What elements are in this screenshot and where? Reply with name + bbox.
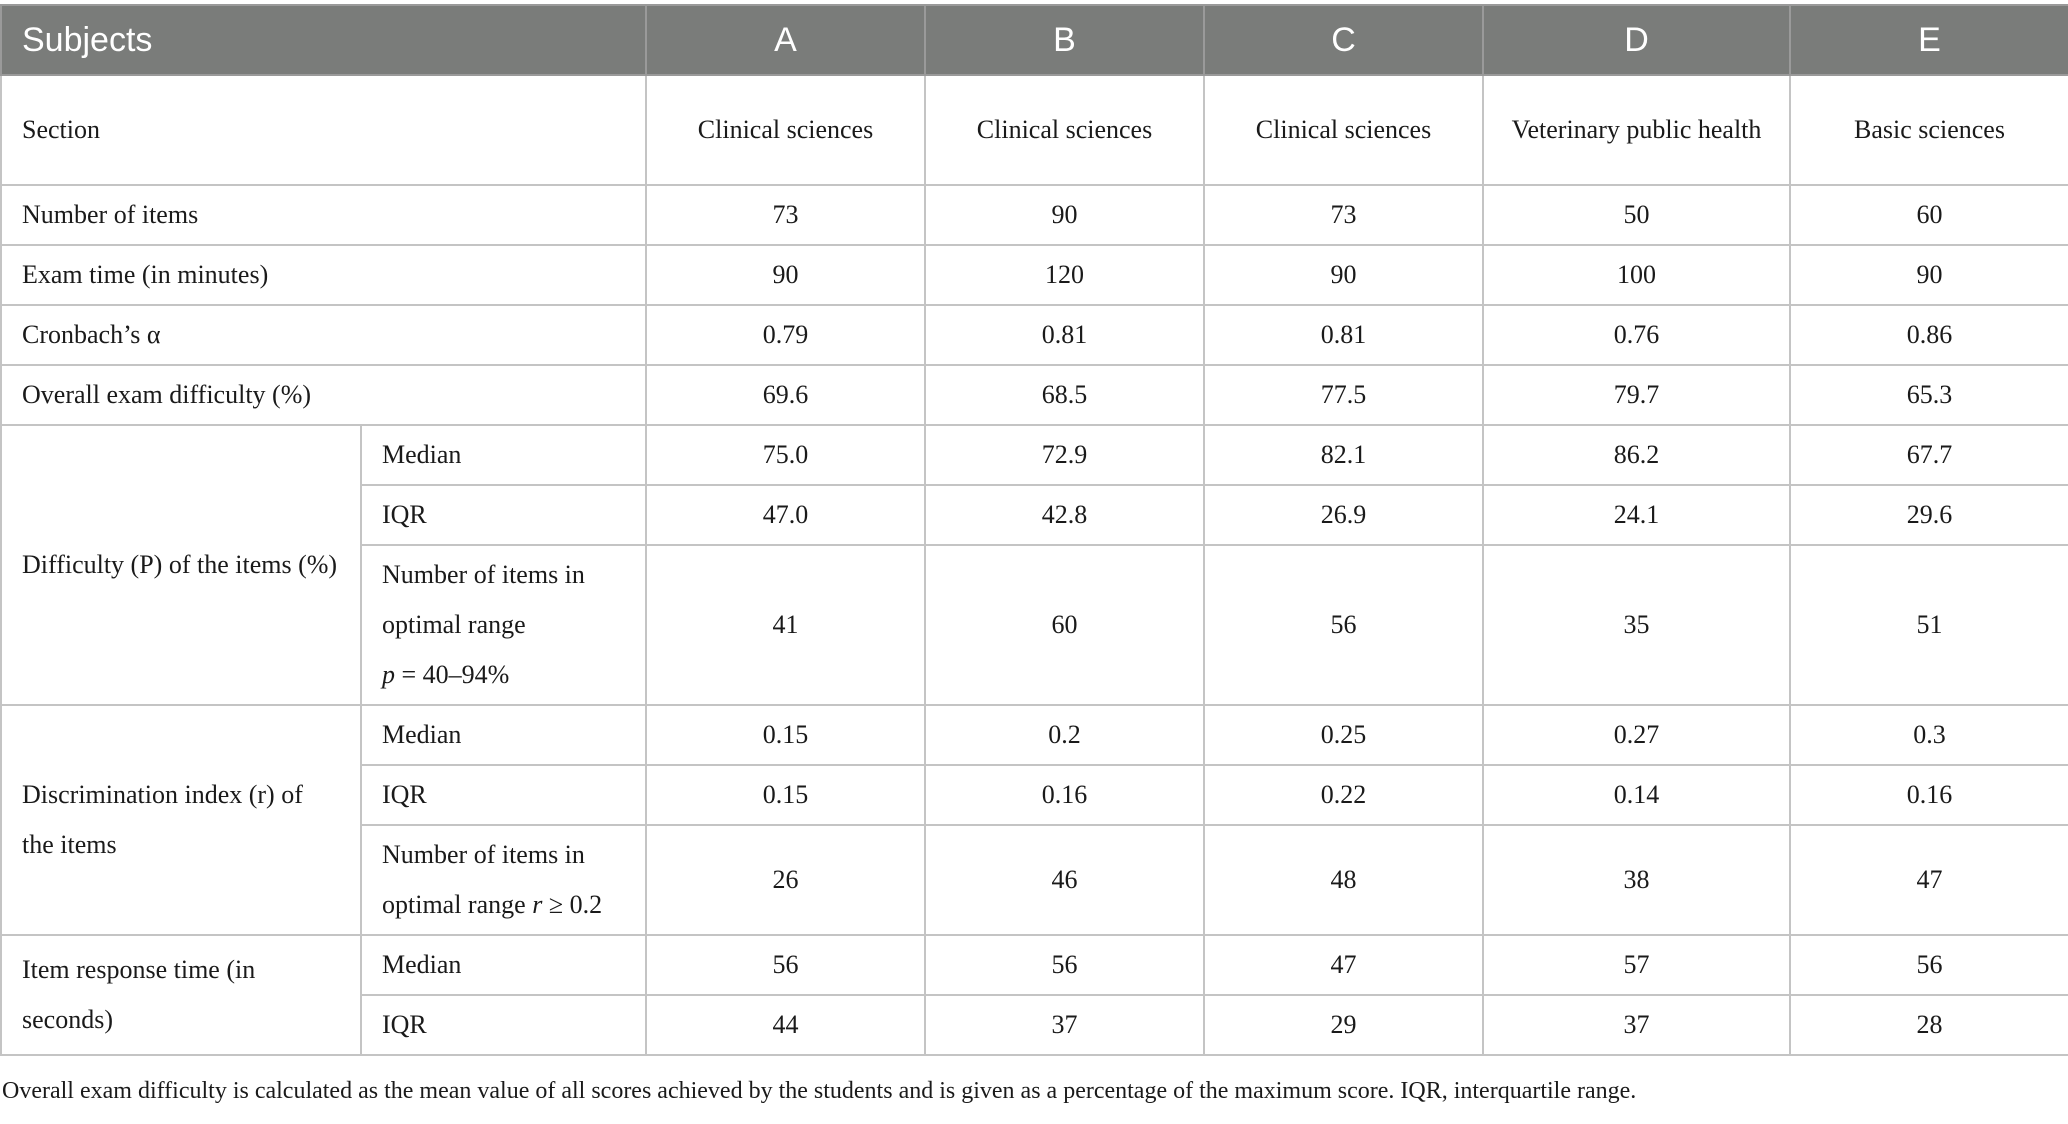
column-header-a: A — [646, 5, 925, 75]
row-label-overall-difficulty: Overall exam difficulty (%) — [1, 365, 646, 425]
table-cell: 65.3 — [1790, 365, 2068, 425]
table-cell: 50 — [1483, 185, 1790, 245]
optimal-range-var: r — [532, 890, 543, 919]
table-cell: 38 — [1483, 825, 1790, 935]
table-cell: 44 — [646, 995, 925, 1055]
table-cell: 90 — [646, 245, 925, 305]
sub-label-median: Median — [361, 935, 646, 995]
table-cell: Clinical sciences — [646, 75, 925, 185]
sub-label-iqr: IQR — [361, 485, 646, 545]
table-cell: 24.1 — [1483, 485, 1790, 545]
table-cell: 0.81 — [925, 305, 1204, 365]
table-cell: 0.16 — [1790, 765, 2068, 825]
table-cell: 51 — [1790, 545, 2068, 705]
row-label-section: Section — [1, 75, 646, 185]
optimal-range-var: p — [382, 660, 395, 689]
table-cell: 90 — [925, 185, 1204, 245]
table-cell: 41 — [646, 545, 925, 705]
table-cell: Clinical sciences — [1204, 75, 1483, 185]
table-cell: 0.22 — [1204, 765, 1483, 825]
group-label-response-time: Item response time (in seconds) — [1, 935, 361, 1055]
table-cell: 0.2 — [925, 705, 1204, 765]
table-cell: Clinical sciences — [925, 75, 1204, 185]
table-cell: 68.5 — [925, 365, 1204, 425]
column-header-b: B — [925, 5, 1204, 75]
table-cell: 42.8 — [925, 485, 1204, 545]
table-cell: 0.25 — [1204, 705, 1483, 765]
sub-label-iqr: IQR — [361, 995, 646, 1055]
column-header-d: D — [1483, 5, 1790, 75]
table-cell: 0.15 — [646, 705, 925, 765]
table-row-section — [1, 75, 2068, 185]
table-cell: 86.2 — [1483, 425, 1790, 485]
table-footnote: Overall exam difficulty is calculated as the mean value of all scores achieved by the students and is given as a percentage of the maximum score. IQR, interquartile range. — [2, 1078, 1637, 1104]
subjects-header: Subjects — [1, 5, 646, 75]
table-cell: 26 — [646, 825, 925, 935]
table-row-cronbach — [1, 305, 2068, 365]
sub-label-optimal-range — [361, 545, 646, 705]
table-row-overall-difficulty — [1, 365, 2068, 425]
sub-label-median: Median — [361, 705, 646, 765]
table-cell: 60 — [1790, 185, 2068, 245]
header-row — [1, 5, 2068, 75]
table-cell: Veterinary public health — [1483, 75, 1790, 185]
table-cell: 0.81 — [1204, 305, 1483, 365]
table-cell: 75.0 — [646, 425, 925, 485]
column-header-c: C — [1204, 5, 1483, 75]
table-cell: 0.3 — [1790, 705, 2068, 765]
table-cell: 0.14 — [1483, 765, 1790, 825]
table-cell: 0.15 — [646, 765, 925, 825]
sub-label-optimal-range — [361, 825, 646, 935]
row-label-exam-time: Exam time (in minutes) — [1, 245, 646, 305]
row-label-cronbach: Cronbach’s α — [1, 305, 646, 365]
sub-label-median: Median — [361, 425, 646, 485]
table-cell: 0.79 — [646, 305, 925, 365]
table-cell: 29.6 — [1790, 485, 2068, 545]
table-cell: 120 — [925, 245, 1204, 305]
table-cell: 29 — [1204, 995, 1483, 1055]
group-label-discrimination: Discrimination index (r) of the items — [1, 705, 361, 935]
table-cell: 47 — [1204, 935, 1483, 995]
table-cell: 90 — [1204, 245, 1483, 305]
table-cell: 0.27 — [1483, 705, 1790, 765]
table-cell: 35 — [1483, 545, 1790, 705]
table-cell: 100 — [1483, 245, 1790, 305]
table-cell: 69.6 — [646, 365, 925, 425]
table-cell: 60 — [925, 545, 1204, 705]
exam-statistics-table — [0, 4, 2068, 1056]
table-cell: 72.9 — [925, 425, 1204, 485]
table-cell: 0.76 — [1483, 305, 1790, 365]
optimal-range-text: Number of items in optimal range — [382, 840, 585, 919]
table-cell: 57 — [1483, 935, 1790, 995]
table-cell: 56 — [1790, 935, 2068, 995]
table-container — [0, 4, 2068, 1056]
table-cell: 46 — [925, 825, 1204, 935]
optimal-range-text: Number of items in optimal range — [382, 560, 585, 639]
table-row-difficulty-median — [1, 425, 2068, 485]
optimal-range-value: = 40–94% — [395, 660, 510, 689]
table-cell: 56 — [1204, 545, 1483, 705]
table-cell: 47.0 — [646, 485, 925, 545]
table-cell: 79.7 — [1483, 365, 1790, 425]
table-cell: 73 — [1204, 185, 1483, 245]
table-cell: 67.7 — [1790, 425, 2068, 485]
table-row-exam-time — [1, 245, 2068, 305]
table-cell: Basic sciences — [1790, 75, 2068, 185]
table-row-discrimination-median — [1, 705, 2068, 765]
table-cell: 0.16 — [925, 765, 1204, 825]
table-row-response-median — [1, 935, 2068, 995]
table-cell: 0.86 — [1790, 305, 2068, 365]
table-cell: 48 — [1204, 825, 1483, 935]
table-cell: 77.5 — [1204, 365, 1483, 425]
group-label-difficulty: Difficulty (P) of the items (%) — [1, 425, 361, 705]
sub-label-iqr: IQR — [361, 765, 646, 825]
table-cell: 26.9 — [1204, 485, 1483, 545]
table-row-number-of-items — [1, 185, 2068, 245]
table-cell: 90 — [1790, 245, 2068, 305]
table-cell: 37 — [1483, 995, 1790, 1055]
table-cell: 73 — [646, 185, 925, 245]
table-cell: 82.1 — [1204, 425, 1483, 485]
table-cell: 37 — [925, 995, 1204, 1055]
column-header-e: E — [1790, 5, 2068, 75]
table-cell: 56 — [925, 935, 1204, 995]
table-cell: 47 — [1790, 825, 2068, 935]
optimal-range-value: ≥ 0.2 — [542, 890, 603, 919]
row-label-number-of-items: Number of items — [1, 185, 646, 245]
table-cell: 56 — [646, 935, 925, 995]
table-cell: 28 — [1790, 995, 2068, 1055]
